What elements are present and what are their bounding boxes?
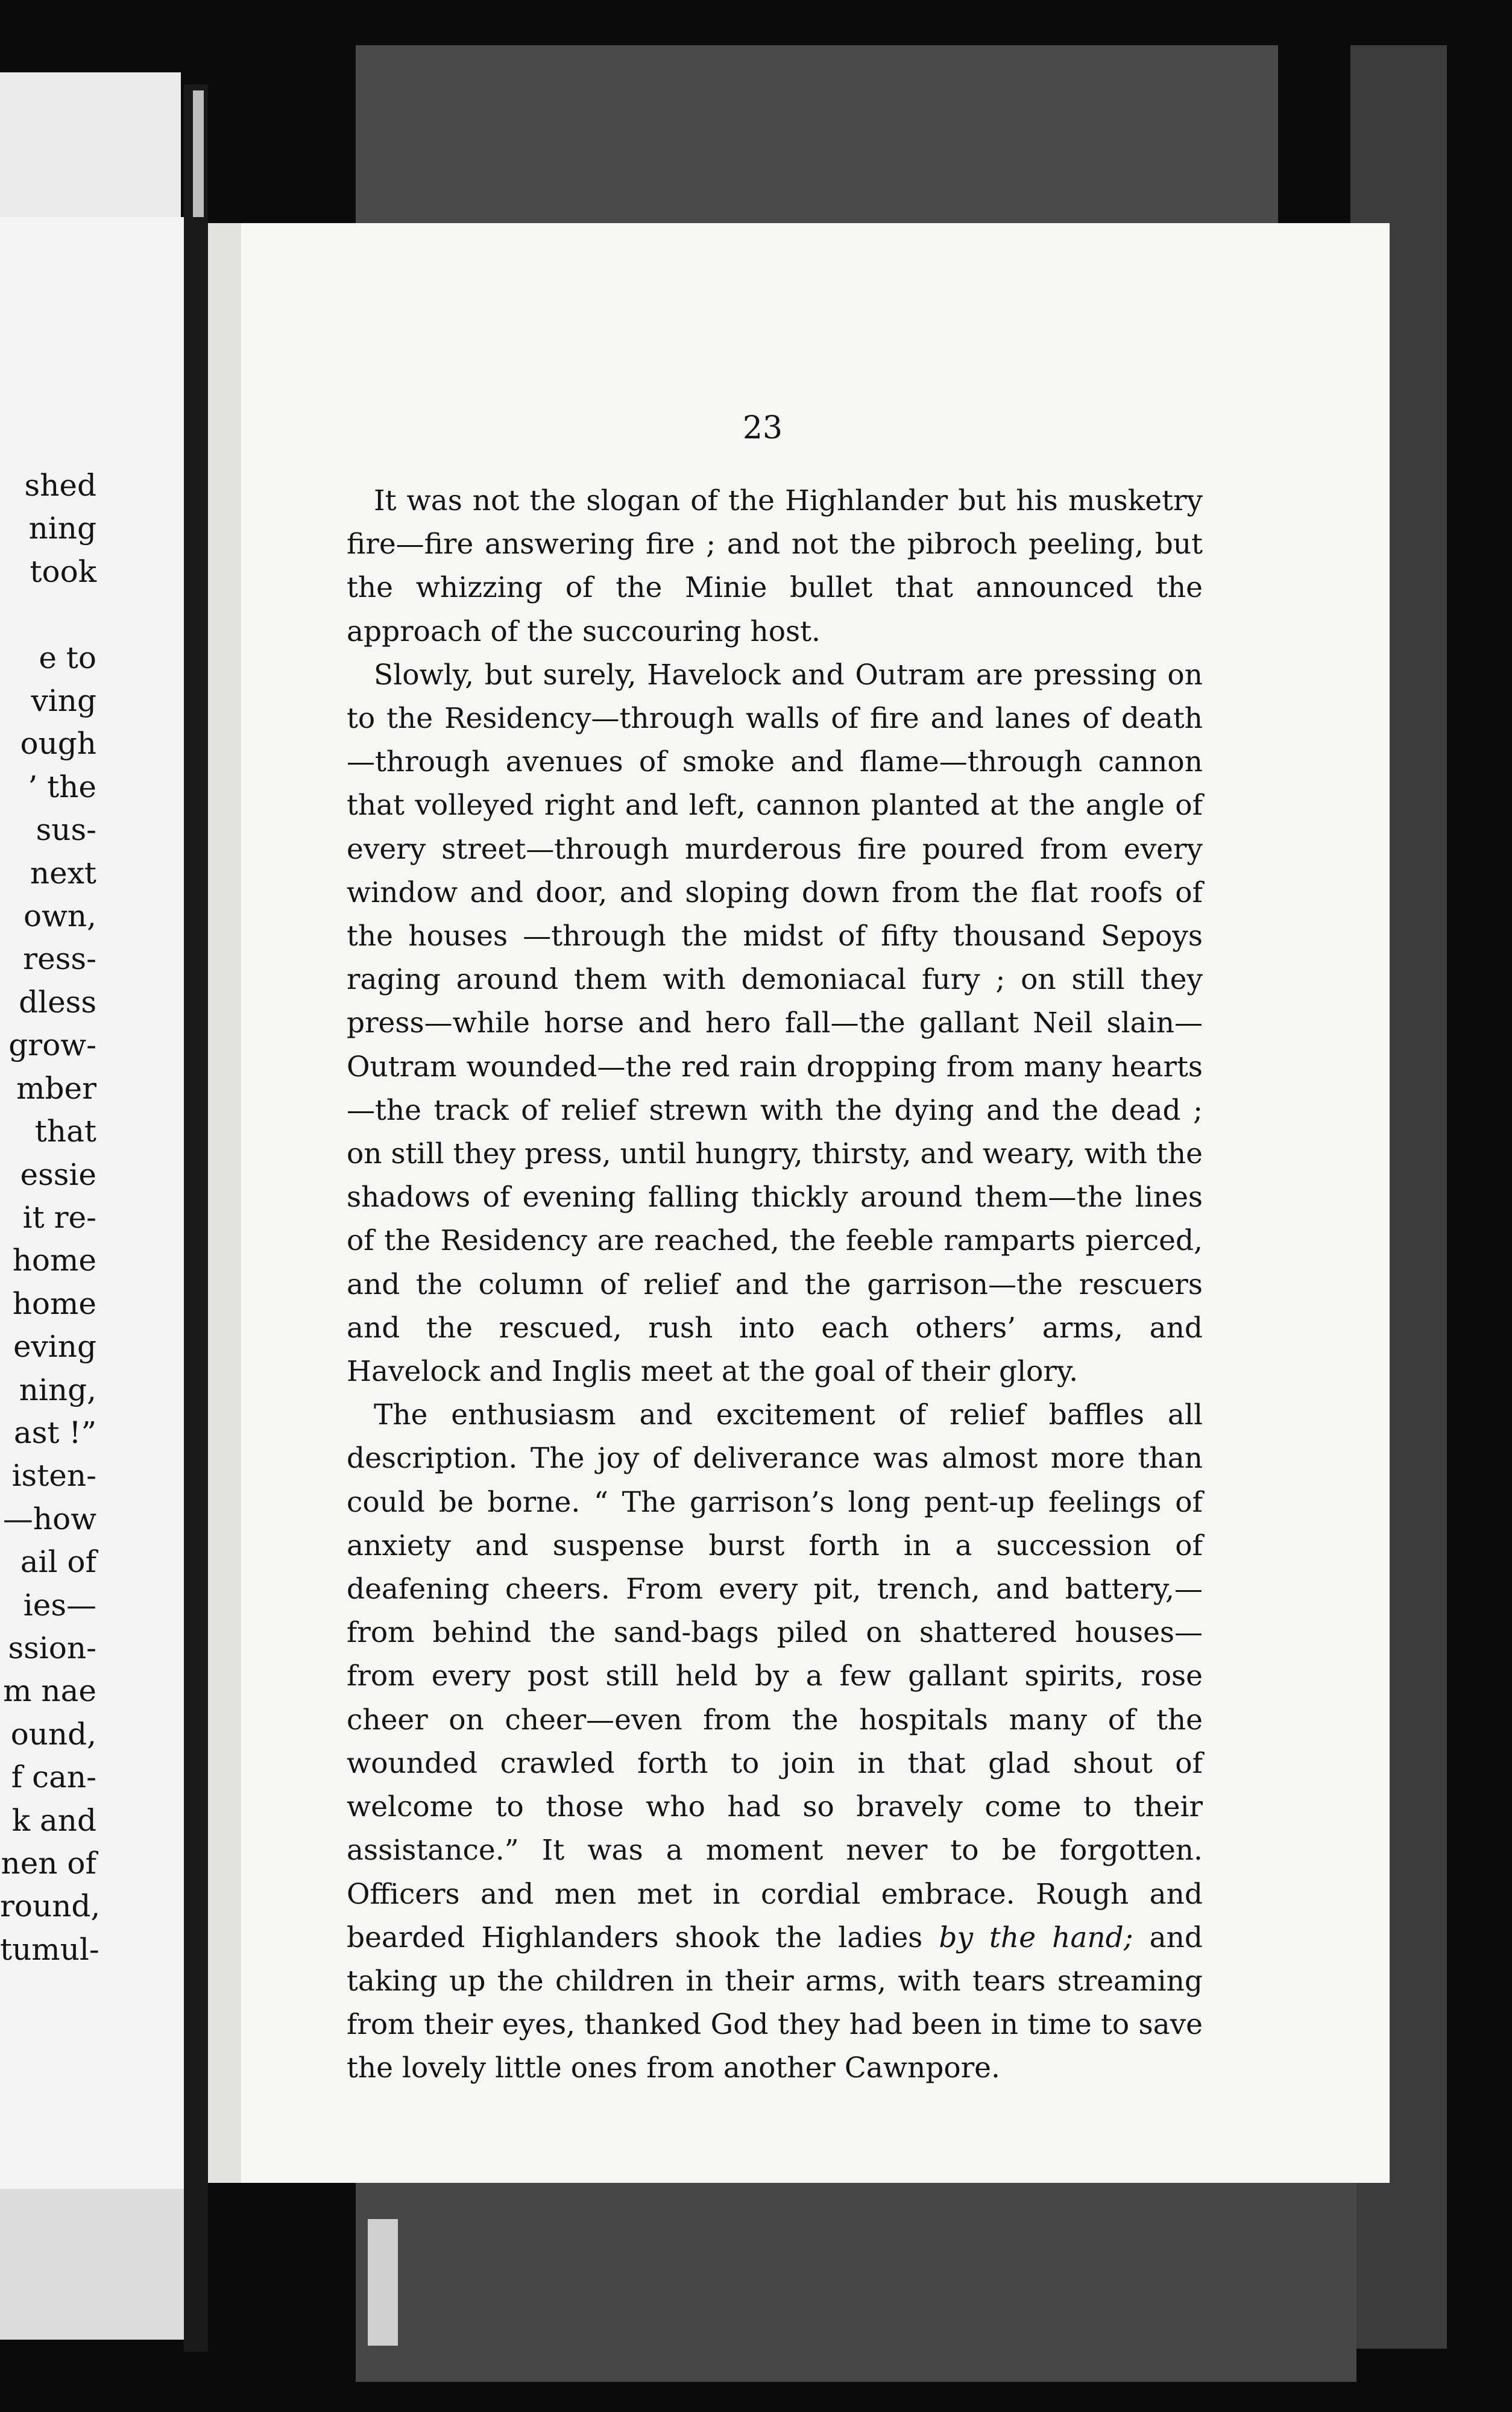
left-page-line: k and [11,1802,96,1838]
left-page-line: ning, [19,1372,96,1407]
left-page-line: ress- [23,941,96,977]
left-page-line: —how [2,1501,96,1536]
left-page-line: that [34,1114,96,1149]
page-body [347,479,1203,2091]
left-page-line: round, [0,1889,101,1924]
book-spine [184,84,208,2352]
left-page-line: nen of [1,1846,96,1881]
paragraph-3-text-after: and taking up the children in their arms, with tears streaming from their eyes, thanked God they had been in time to save the lovely little ones from another Cawnpore. [347,1921,1203,2085]
left-page-line [0,593,96,636]
paragraph-1: It was not the slogan of the Highlander but his musketry fire—fire answering fire ; and not the pibroch peeling, but the whizzing of the Minie bullet that announced the approach of the succouring host. [347,484,1203,648]
left-page-line: isten- [11,1458,96,1494]
left-page-line: took [30,554,96,589]
paragraph-3-text-before: The enthusiasm and excitement of relief baffles all description. The joy of deliverance was almost more than could be borne. “ The garrison’s long pent-up feelings of anxiety and suspense burst forth in a succession of deafening cheers. From every pit, trench, and battery,—from behind the sand-bags piled on shattered houses—from every post still held by a few gallant spirits, rose cheer on cheer—even from the hospitals many of the wounded crawled forth to join in that glad shout of welcome to those who had so bravely come to their assistance.” It was a moment never to be forgotten. Officers and men met in cordial embrace. Rough and bearded Highlanders shook the ladies [347,1398,1203,1954]
left-page-line: ail of [20,1544,96,1580]
left-page-edge-top [0,72,181,217]
left-page-line: essie [20,1157,96,1192]
left-page-line: e to [39,640,96,675]
spine-edge-top [193,90,204,217]
left-page-text [0,464,101,1971]
scan-background-top [356,45,1278,232]
left-page-line: ’ the [28,769,96,804]
paragraph-3-italic: by the hand; [939,1921,1133,1954]
left-page-line: ound, [10,1716,96,1752]
left-page-line: home [12,1243,96,1278]
left-page-line: next [30,855,96,891]
left-page-line: ving [31,683,96,719]
right-page-gutter-shadow [208,223,241,2183]
left-page-line: ast !” [13,1415,96,1450]
paragraph-2: Slowly, but surely, Havelock and Outram are pressing on to the Residency—through walls of fire and lanes of death—through avenues of smoke and flame—through cannon that volleyed right and left, cannon planted at the angle of every street—through murderous fire poured from every window and door, and sloping down from the flat roofs of the houses —through the midst of fifty thousand Sepoys raging around them with demoniacal fury ; on still they press—while horse and hero fall—the gallant Neil slain—Outram wounded—the red rain dropping from many hearts—the track of relief strewn with the dying and the dead ; on still they press, until hungry, thirsty, and weary, with the shadows of evening falling thickly around them—the lines of the Residency are reached, the feeble ramparts pierced, and the column of relief and the garrison—the rescuers and the rescued, rush into each others’ arms, and Havelock and Inglis meet at the goal of their glory. [347,658,1203,1389]
scan-background-bottom [356,2183,1356,2382]
left-page-line: shed [24,468,96,503]
left-page-line: eving [13,1329,96,1365]
left-page-line: dless [19,984,96,1020]
left-page-line: sus- [36,812,96,848]
left-page-line: it re- [22,1199,96,1235]
spine-edge-bottom [368,2219,398,2346]
left-page-line: ning [28,511,96,546]
left-page-line: tumul- [0,1931,99,1967]
paragraph-3 [347,1394,1203,2090]
left-page-line: own, [24,898,96,934]
left-page-line: ies— [23,1587,96,1623]
left-page-line: f can- [11,1760,96,1795]
left-page-line: home [12,1286,96,1321]
left-page-line: m nae [3,1673,96,1709]
left-page-line: grow- [8,1028,96,1063]
left-page-edge-bottom [0,2189,187,2340]
page-number: 23 [742,410,783,446]
left-page-line: ough [20,726,96,762]
left-page-line: ssion- [8,1630,96,1665]
left-page-line: mber [16,1070,96,1106]
